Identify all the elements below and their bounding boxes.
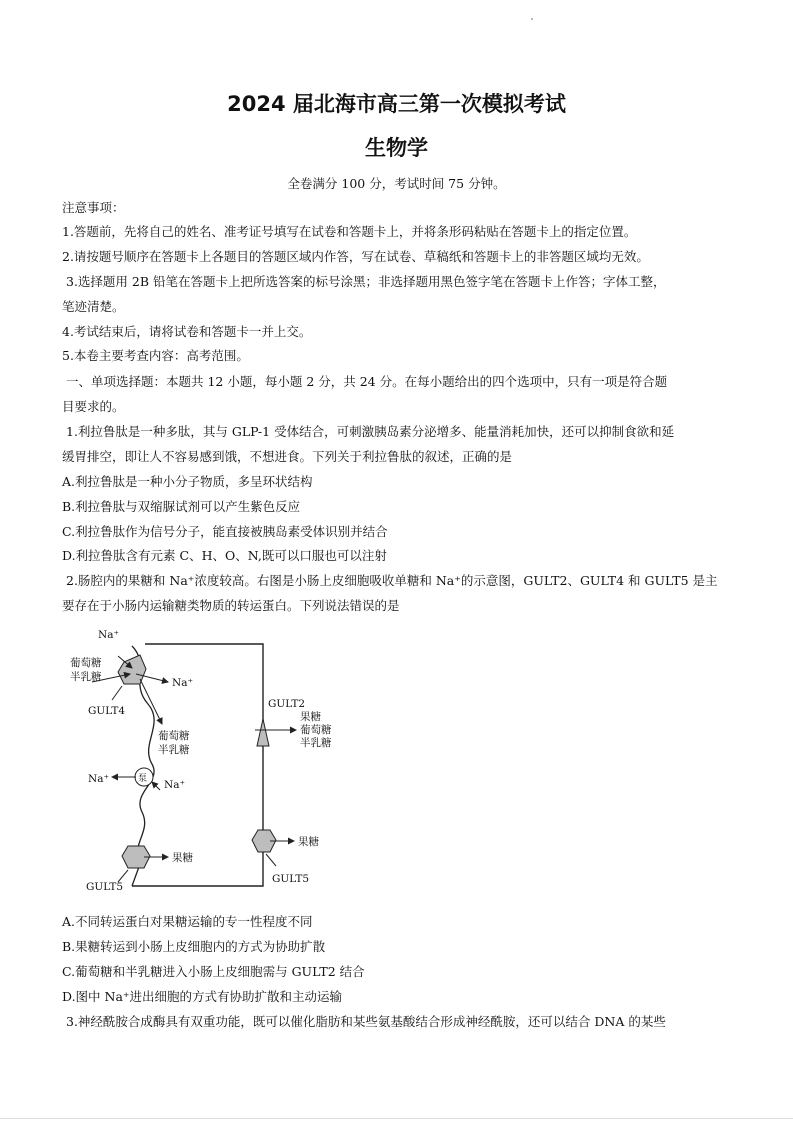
q1-option-d: D.利拉鲁肽含有元素 C、H、O、N,既可以口服也可以注射 [62,548,387,563]
fig-label-galactose-in: 半乳糖 [70,671,102,683]
q2-option-c: C.葡萄糖和半乳糖进入小肠上皮细胞需与 GULT2 结合 [62,964,365,979]
exam-title: 2024 届北海市高三第一次模拟考试 [227,92,566,116]
fig-label-na-gult4: Na⁺ [172,677,193,689]
notice-item: 2.请按题号顺序在答题卡上各题目的答题区域内作答，写在试卷、草稿纸和答题卡上的非答题区域均无效。 [62,249,649,264]
fig-label-glucose-in: 葡萄糖 [70,657,102,669]
scan-dot [531,18,533,20]
fig-label-na-pump-in: Na⁺ [164,779,185,791]
q1-option-a: A.利拉鲁肽是一种小分子物质，多呈环状结构 [62,474,313,489]
fig-label-fructose-basolateral: 果糖 [298,836,319,848]
section-heading: 一、单项选择题：本题共 12 小题，每小题 2 分，共 24 分。在每小题给出的四个选项中，只有一项是符合题 [66,374,668,389]
fig-label-na-top: Na⁺ [98,629,119,641]
q2-option-d: D.图中 Na⁺进出细胞的方式有协助扩散和主动运输 [62,989,343,1004]
fig-label-galactose-inside: 半乳糖 [158,744,190,756]
fig-label-galactose-gult2: 半乳糖 [300,737,332,749]
q2-option-a: A.不同转运蛋白对果糖运输的专一性程度不同 [62,914,313,929]
fig-label-glucose-inside: 葡萄糖 [158,730,190,742]
fig-label-gult4: GULT4 [88,705,126,717]
notice-item: 4.考试结束后，请将试卷和答题卡一并上交。 [62,324,312,339]
fig-label-gult2: GULT2 [268,698,306,710]
cell-membrane-outline [132,644,263,886]
q2-stem-cont: 要存在于小肠内运输糖类物质的转运蛋白。下列说法错误的是 [62,598,400,613]
fig-label-fructose-apical: 果糖 [172,852,193,864]
fig-label-gult5-basolateral: GULT5 [272,873,310,885]
exam-meta: 全卷满分 100 分，考试时间 75 分钟。 [287,176,506,191]
fig-label-fructose-gult2: 果糖 [300,711,321,723]
exam-subject: 生物学 [365,136,428,160]
notice-item: 1.答题前，先将自己的姓名、准考证号填写在试卷和答题卡上，并将条形码粘贴在答题卡上的指定位置。 [62,224,637,239]
gult2-transporter [257,719,269,746]
notice-item: 笔迹清楚。 [62,299,125,314]
fig-label-pump: 泵 [138,774,148,784]
q1-option-b: B.利拉鲁肽与双缩脲试剂可以产生紫色反应 [62,499,301,514]
q3-stem: 3.神经酰胺合成酶具有双重功能，既可以催化脂肪和某些氨基酸结合形成神经酰胺，还可以结合 DNA 的某些 [66,1014,666,1029]
fig-label-gult5-apical: GULT5 [86,881,124,893]
q1-stem-cont: 缓胃排空，即让人不容易感到饿，不想进食。下列关于利拉鲁肽的叙述，正确的是 [62,449,513,464]
page-bottom-rule [0,1118,793,1119]
notice-item: 3.选择题用 2B 铅笔在答题卡上把所选答案的标号涂黑；非选择题用黑色签字笔在答题卡上作答；字体工整， [66,274,666,289]
notice-item: 5.本卷主要考查内容：高考范围。 [62,348,249,363]
fig-label-na-pump-out: Na⁺ [88,773,109,785]
section-heading-cont: 目要求的。 [62,399,125,414]
fig-label-glucose-gult2: 葡萄糖 [300,724,332,736]
intestinal-cell-diagram [70,624,342,894]
notice-heading: 注意事项： [62,200,125,215]
q1-option-c: C.利拉鲁肽作为信号分子，能直接被胰岛素受体识别并结合 [62,524,388,539]
q2-option-b: B.果糖转运到小肠上皮细胞内的方式为协助扩散 [62,939,326,954]
q1-stem: 1.利拉鲁肽是一种多肽，其与 GLP-1 受体结合，可刺激胰岛素分泌增多、能量消耗加快，还可以抑制食欲和延 [66,424,675,439]
q2-stem: 2.肠腔内的果糖和 Na⁺浓度较高。右图是小肠上皮细胞吸收单糖和 Na⁺的示意图，GULT2、GULT4 和 GULT5 是主 [66,573,718,588]
